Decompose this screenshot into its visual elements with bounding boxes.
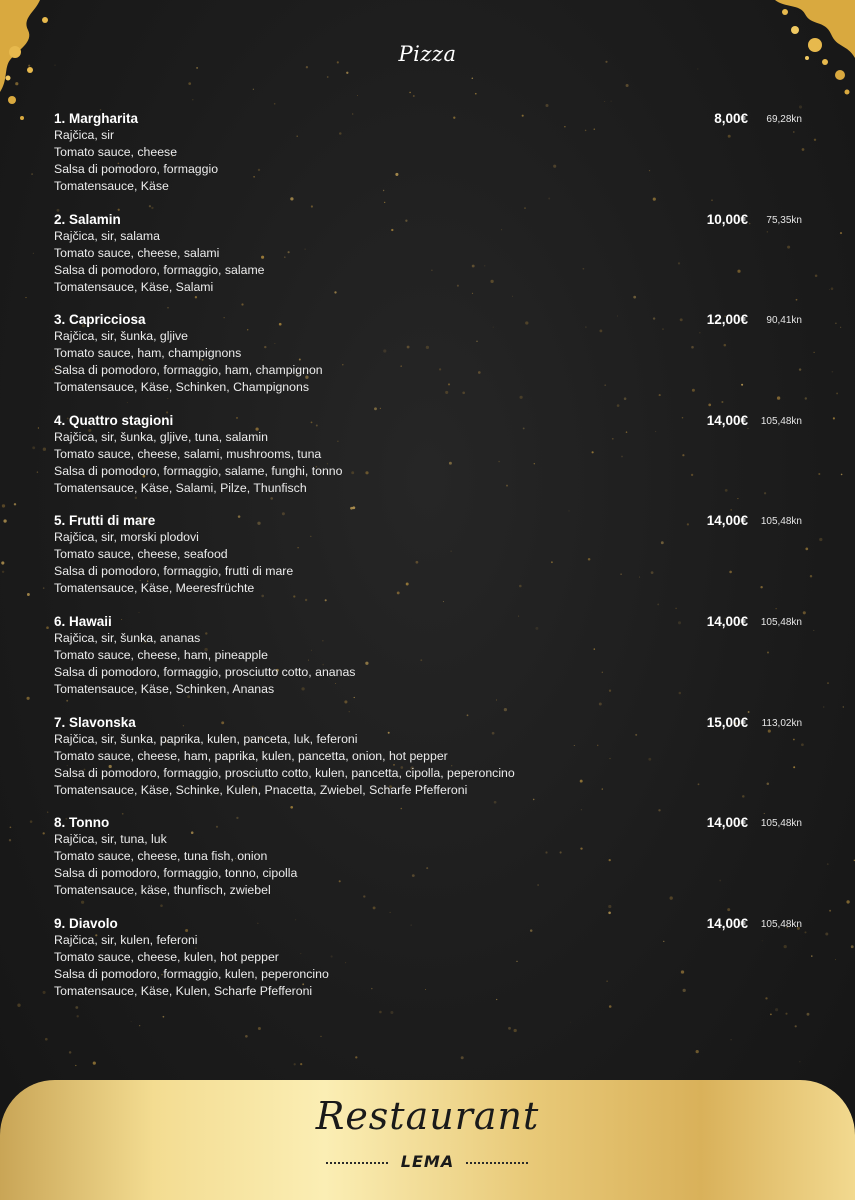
speckle [196, 67, 198, 69]
menu-item [54, 714, 814, 815]
speckle [833, 417, 835, 419]
speckle [69, 1051, 72, 1054]
speckle [461, 1056, 464, 1059]
menu-item [54, 110, 814, 211]
menu-item [54, 512, 814, 613]
item-price-eur: 10,00€ [706, 211, 748, 227]
item-name: 3. Capricciosa [54, 312, 146, 328]
speckle [696, 1050, 699, 1053]
speckle [258, 1027, 261, 1030]
speckle [2, 504, 5, 507]
item-price-kn: 105,48kn [760, 516, 802, 528]
speckle [131, 1021, 132, 1022]
item-price-kn: 90,41kn [766, 315, 802, 327]
speckle [10, 826, 12, 828]
item-ingredients-hr: Rajčica, sir, šunka, gljive, tuna, salamin [54, 429, 268, 444]
speckle [253, 89, 254, 90]
speckle [2, 571, 4, 573]
item-ingredients-de: Tomatensauce, Käse, Meeresfrüchte [54, 581, 255, 596]
item-ingredients-it: Salsa di pomodoro, formaggio, prosciutto cotto, kulen, pancetta, cipolla, peperoncino [54, 765, 515, 780]
speckle [47, 811, 48, 812]
speckle [799, 1061, 800, 1062]
item-ingredients-en: Tomato sauce, cheese, tuna fish, onion [54, 849, 268, 864]
speckle [45, 1038, 48, 1041]
speckle [570, 1022, 571, 1023]
speckle [327, 76, 329, 78]
item-ingredients-en: Tomato sauce, cheese, salami, mushrooms, tuna [54, 446, 322, 461]
item-ingredients-de: Tomatensauce, Käse, Salami, Pilze, Thunfisch [54, 480, 307, 495]
speckle [815, 275, 818, 278]
item-ingredients-de: Tomatensauce, Käse, Salami [54, 279, 214, 294]
speckle [840, 232, 842, 234]
speckle [626, 84, 629, 87]
item-ingredients-de: Tomatensauce, Käse [54, 179, 169, 193]
speckle [32, 446, 35, 449]
dotted-rule-right [466, 1162, 528, 1164]
speckle [27, 593, 30, 596]
speckle [818, 473, 820, 475]
item-ingredients-it: Salsa di pomodoro, formaggio, salame [54, 262, 265, 277]
item-price-eur: 12,00€ [706, 312, 748, 328]
item-ingredients-en: Tomato sauce, cheese, kulen, hot pepper [54, 949, 279, 964]
speckle [832, 371, 834, 373]
speckle [192, 99, 193, 100]
speckle [730, 1039, 731, 1040]
speckle [27, 697, 30, 700]
item-ingredients-it: Salsa di pomodoro, formaggio, tonno, cipolla [54, 866, 298, 881]
speckle [300, 1063, 302, 1065]
item-price-eur: 8,00€ [714, 111, 748, 126]
item-ingredients-hr: Rajčica, sir, salama [54, 228, 160, 243]
item-ingredients-it: Salsa di pomodoro, formaggio, prosciutto cotto, ananas [54, 664, 356, 679]
speckle [841, 474, 843, 476]
speckle [75, 1065, 76, 1066]
speckle [843, 706, 844, 707]
speckle [846, 900, 849, 903]
item-ingredients-hr: Rajčica, sir, šunka, gljive [54, 329, 188, 344]
footer-banner [0, 1080, 855, 1200]
speckle [823, 706, 824, 707]
item-ingredients-de: Tomatensauce, käse, thunfisch, zwiebel [54, 883, 271, 898]
speckle [163, 1016, 165, 1018]
speckle [93, 1062, 96, 1065]
item-price-kn: 105,48kn [760, 415, 802, 427]
item-ingredients-de: Tomatensauce, Käse, Kulen, Scharfe Pfefferoni [54, 983, 313, 998]
item-name: 2. Salamin [54, 211, 121, 227]
item-ingredients-hr: Rajčica, sir, šunka, ananas [54, 630, 201, 645]
item-name: 7. Slavonska [54, 714, 136, 730]
item-price-eur: 15,00€ [706, 714, 748, 730]
speckle [611, 101, 612, 102]
speckle [835, 323, 837, 325]
speckle [245, 1035, 248, 1038]
item-price-eur: 14,00€ [706, 412, 748, 428]
speckle [17, 1004, 20, 1007]
item-price-eur: 14,00€ [706, 915, 748, 931]
speckle [795, 1025, 797, 1027]
menu-item [54, 412, 814, 513]
item-ingredients-hr: Rajčica, sir, morski plodovi [54, 530, 199, 545]
speckle [851, 945, 854, 948]
speckle [831, 287, 834, 290]
item-ingredients-en: Tomato sauce, cheese, ham, paprika, kulen, pancetta, onion, hot pepper [54, 748, 448, 763]
menu-item [54, 311, 814, 412]
item-price-eur: 14,00€ [706, 513, 748, 529]
speckle [355, 1056, 357, 1058]
speckle [46, 626, 49, 629]
item-ingredients-it: Salsa di pomodoro, formaggio, salame, funghi, tonno [54, 463, 343, 478]
speckle [43, 587, 44, 588]
speckle [43, 991, 46, 994]
speckle [829, 910, 831, 912]
item-ingredients-it: Salsa di pomodoro, formaggio, frutti di mare [54, 564, 294, 579]
item-ingredients-hr: Rajčica, sir, kulen, feferoni [54, 932, 198, 947]
item-ingredients-hr: Rajčica, sir, šunka, paprika, kulen, panceta, luk, feferoni [54, 731, 358, 746]
item-name: 8. Tonno [54, 815, 110, 831]
speckle [306, 66, 308, 68]
speckle [840, 327, 841, 328]
speckle [835, 959, 836, 960]
speckle [357, 95, 358, 96]
item-ingredients-de: Tomatensauce, Käse, Schinke, Kulen, Pnacetta, Zwiebel, Scharfe Pfefferoni [54, 782, 468, 797]
item-ingredients-de: Tomatensauce, Käse, Schinken, Ananas [54, 681, 275, 696]
item-ingredients-en: Tomato sauce, cheese, seafood [54, 547, 228, 562]
item-price-kn: 113,02kn [761, 717, 802, 729]
speckle [825, 933, 828, 936]
menu-list [54, 110, 814, 1015]
speckle [346, 72, 348, 74]
speckle [25, 297, 26, 298]
brand-name: LEMA [400, 1152, 455, 1171]
item-ingredients-de: Tomatensauce, Käse, Schinken, Champignons [54, 380, 309, 395]
item-name: 6. Hawaii [54, 613, 112, 629]
speckle [274, 103, 276, 105]
item-name: 9. Diavolo [54, 915, 118, 931]
item-ingredients-en: Tomato sauce, cheese, ham, pineapple [54, 647, 268, 662]
speckle [37, 471, 38, 472]
speckle [294, 1063, 296, 1065]
speckle [814, 139, 816, 141]
speckle [38, 427, 39, 428]
item-ingredients-hr: Rajčica, sir, tuna, luk [54, 832, 167, 847]
speckle [604, 101, 605, 102]
item-name: 4. Quattro stagioni [54, 412, 174, 428]
speckle [139, 1025, 140, 1026]
speckle [3, 519, 6, 522]
item-name: 5. Frutti di mare [54, 513, 156, 529]
speckle [819, 538, 822, 541]
speckle [30, 820, 33, 823]
menu-item [54, 613, 814, 714]
brand-script-text: Restaurant [315, 1094, 540, 1138]
menu-item [54, 814, 814, 915]
speckle [545, 104, 548, 107]
speckle [31, 173, 33, 175]
speckle [827, 863, 829, 865]
item-price-kn: 69,28kn [766, 114, 802, 125]
speckle [77, 1015, 79, 1017]
speckle [1, 561, 4, 564]
item-ingredients-it: Salsa di pomodoro, formaggio, ham, champignon [54, 363, 323, 378]
speckle [409, 92, 410, 93]
item-price-kn: 105,48kn [760, 616, 802, 628]
menu-item [54, 211, 814, 312]
speckle [829, 289, 830, 290]
speckle [14, 503, 16, 505]
speckle [475, 93, 477, 95]
item-ingredients-en: Tomato sauce, ham, champignons [54, 346, 242, 361]
section-title: Pizza [398, 42, 457, 66]
speckle [836, 392, 838, 394]
speckle [9, 839, 11, 841]
speckle [43, 448, 46, 451]
menu-item [54, 915, 814, 1016]
speckle [320, 1036, 321, 1037]
speckle [697, 68, 698, 69]
item-price-kn: 105,48kn [760, 818, 802, 830]
speckle [472, 78, 474, 80]
item-price-eur: 14,00€ [706, 613, 748, 629]
item-price-kn: 105,48kn [760, 918, 802, 930]
item-ingredients-hr: Rajčica, sir [54, 128, 115, 142]
item-price-kn: 75,35kn [766, 214, 802, 226]
speckle [413, 95, 415, 97]
speckle [43, 832, 45, 834]
speckle [827, 682, 828, 683]
item-ingredients-en: Tomato sauce, cheese [54, 145, 178, 159]
item-ingredients-it: Salsa di pomodoro, formaggio [54, 162, 219, 176]
item-ingredients-it: Salsa di pomodoro, formaggio, kulen, peperoncino [54, 966, 329, 981]
item-price-eur: 14,00€ [706, 815, 748, 831]
speckle [33, 253, 34, 254]
speckle [188, 82, 191, 85]
speckle [508, 1027, 511, 1030]
item-ingredients-en: Tomato sauce, cheese, salami [54, 245, 220, 260]
speckle [514, 1029, 517, 1032]
item-name: 1. Margharita [54, 111, 139, 126]
